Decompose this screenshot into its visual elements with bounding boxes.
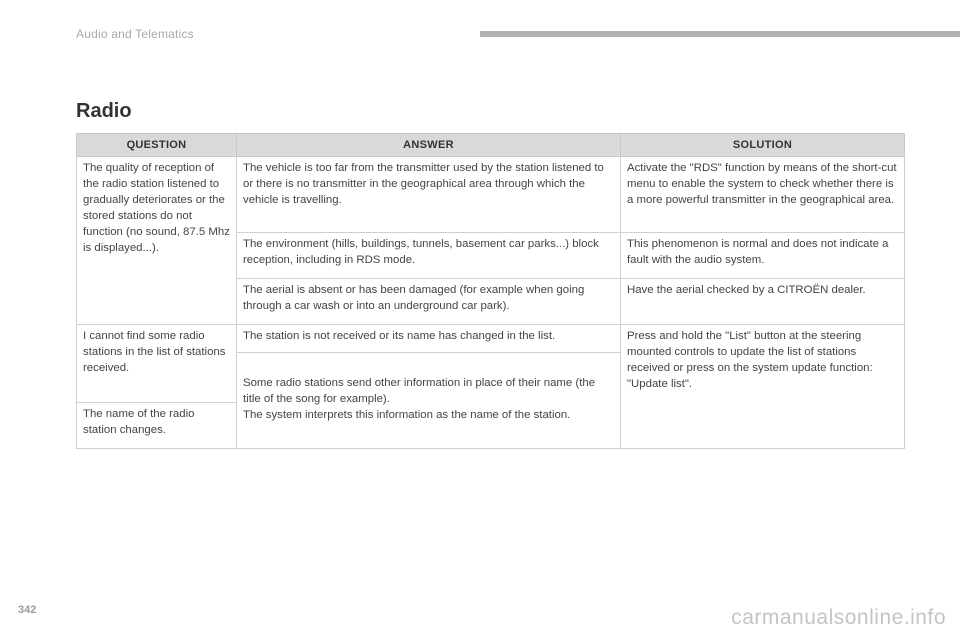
answer-cell [237, 353, 621, 449]
table-row [77, 325, 905, 353]
column-header-solution: SOLUTION [621, 134, 905, 157]
header-divider-bar [480, 31, 960, 37]
answer-cell: The environment (hills, buildings, tunnels, basement car parks...) block reception, including in RDS mode. [237, 233, 621, 279]
faq-table [76, 133, 905, 449]
table-row [77, 157, 905, 233]
solution-cell: Have the aerial checked by a CITROËN dealer. [621, 279, 905, 325]
answer-text-line: Some radio stations send other information in place of their name (the title of the song for example). [243, 377, 596, 405]
page-number: 342 [18, 604, 37, 616]
answer-cell: The aerial is absent or has been damaged (for example when going through a car wash or into an underground car park). [237, 279, 621, 325]
question-cell: I cannot find some radio stations in the list of stations received. [77, 325, 237, 403]
answer-cell: The vehicle is too far from the transmitter used by the station listened to or there is no transmitter in the geographical area through which the vehicle is travelling. [237, 157, 621, 233]
question-cell: The name of the radio station changes. [77, 403, 237, 449]
column-header-question: QUESTION [77, 134, 237, 157]
table-header-row [77, 134, 905, 157]
answer-cell: The station is not received or its name has changed in the list. [237, 325, 621, 353]
solution-cell: This phenomenon is normal and does not indicate a fault with the audio system. [621, 233, 905, 279]
answer-text-line: The system interprets this information as the name of the station. [243, 409, 571, 421]
page-title: Radio [76, 100, 132, 122]
solution-cell: Activate the "RDS" function by means of the short-cut menu to enable the system to check whether there is a more powerful transmitter in the geographical area. [621, 157, 905, 233]
solution-cell: Press and hold the "List" button at the steering mounted controls to update the list of stations received or press on the system update function: "Update list". [621, 325, 905, 449]
column-header-answer: ANSWER [237, 134, 621, 157]
watermark: carmanualsonline.info [731, 606, 946, 629]
header-section-label: Audio and Telematics [76, 27, 194, 41]
question-cell: The quality of reception of the radio station listened to gradually deteriorates or the stored stations do not function (no sound, 87.5 Mhz is displayed...). [77, 157, 237, 325]
